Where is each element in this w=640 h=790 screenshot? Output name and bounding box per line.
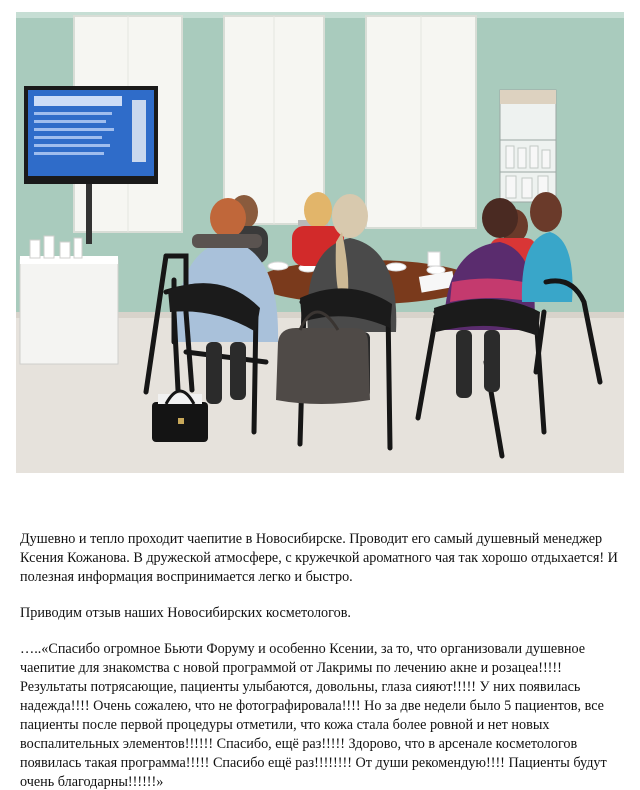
article-text <box>20 530 620 790</box>
paragraph-spacer <box>20 587 620 604</box>
paragraph-spacer <box>20 623 620 640</box>
intro-paragraph: Душевно и тепло проходит чаепитие в Новосибирске. Проводит его самый душевный менеджер Ксения Кожанова. В дружеской атмосфере, с кружечкой ароматного чая так хорошо отдыхается! И полезная информация воспринимается легко и быстро. <box>20 531 618 585</box>
lead-paragraph: Приводим отзыв наших Новосибирских косметологов. <box>20 605 351 621</box>
meeting-photo <box>16 12 624 473</box>
review-paragraph: …..«Спасибо огромное Бьюти Форуму и особенно Ксении, за то, что организовали душевное чаепитие для знакомства с новой программой от Лакримы по лечению акне и розацеа!!!!! Результаты потрясающие, пациенты улыбаются, довольны, глаза сияют!!!!! У них появилась надежда!!!! Очень сожалею, что не фотографировала!!!! Но за две недели было 5 пациентов, все пациенты после первой процедуры отметили, что кожа стала более ровной и нет новых воспалительных элементов!!!!!! Спасибо, ещё раз!!!!! Здорово, что в арсенале косметологов появилась такая программа!!!!! Спасибо ещё раз!!!!!!!! От души рекомендую!!!! Пациенты будут очень благодарны!!!!!!» <box>20 641 607 790</box>
